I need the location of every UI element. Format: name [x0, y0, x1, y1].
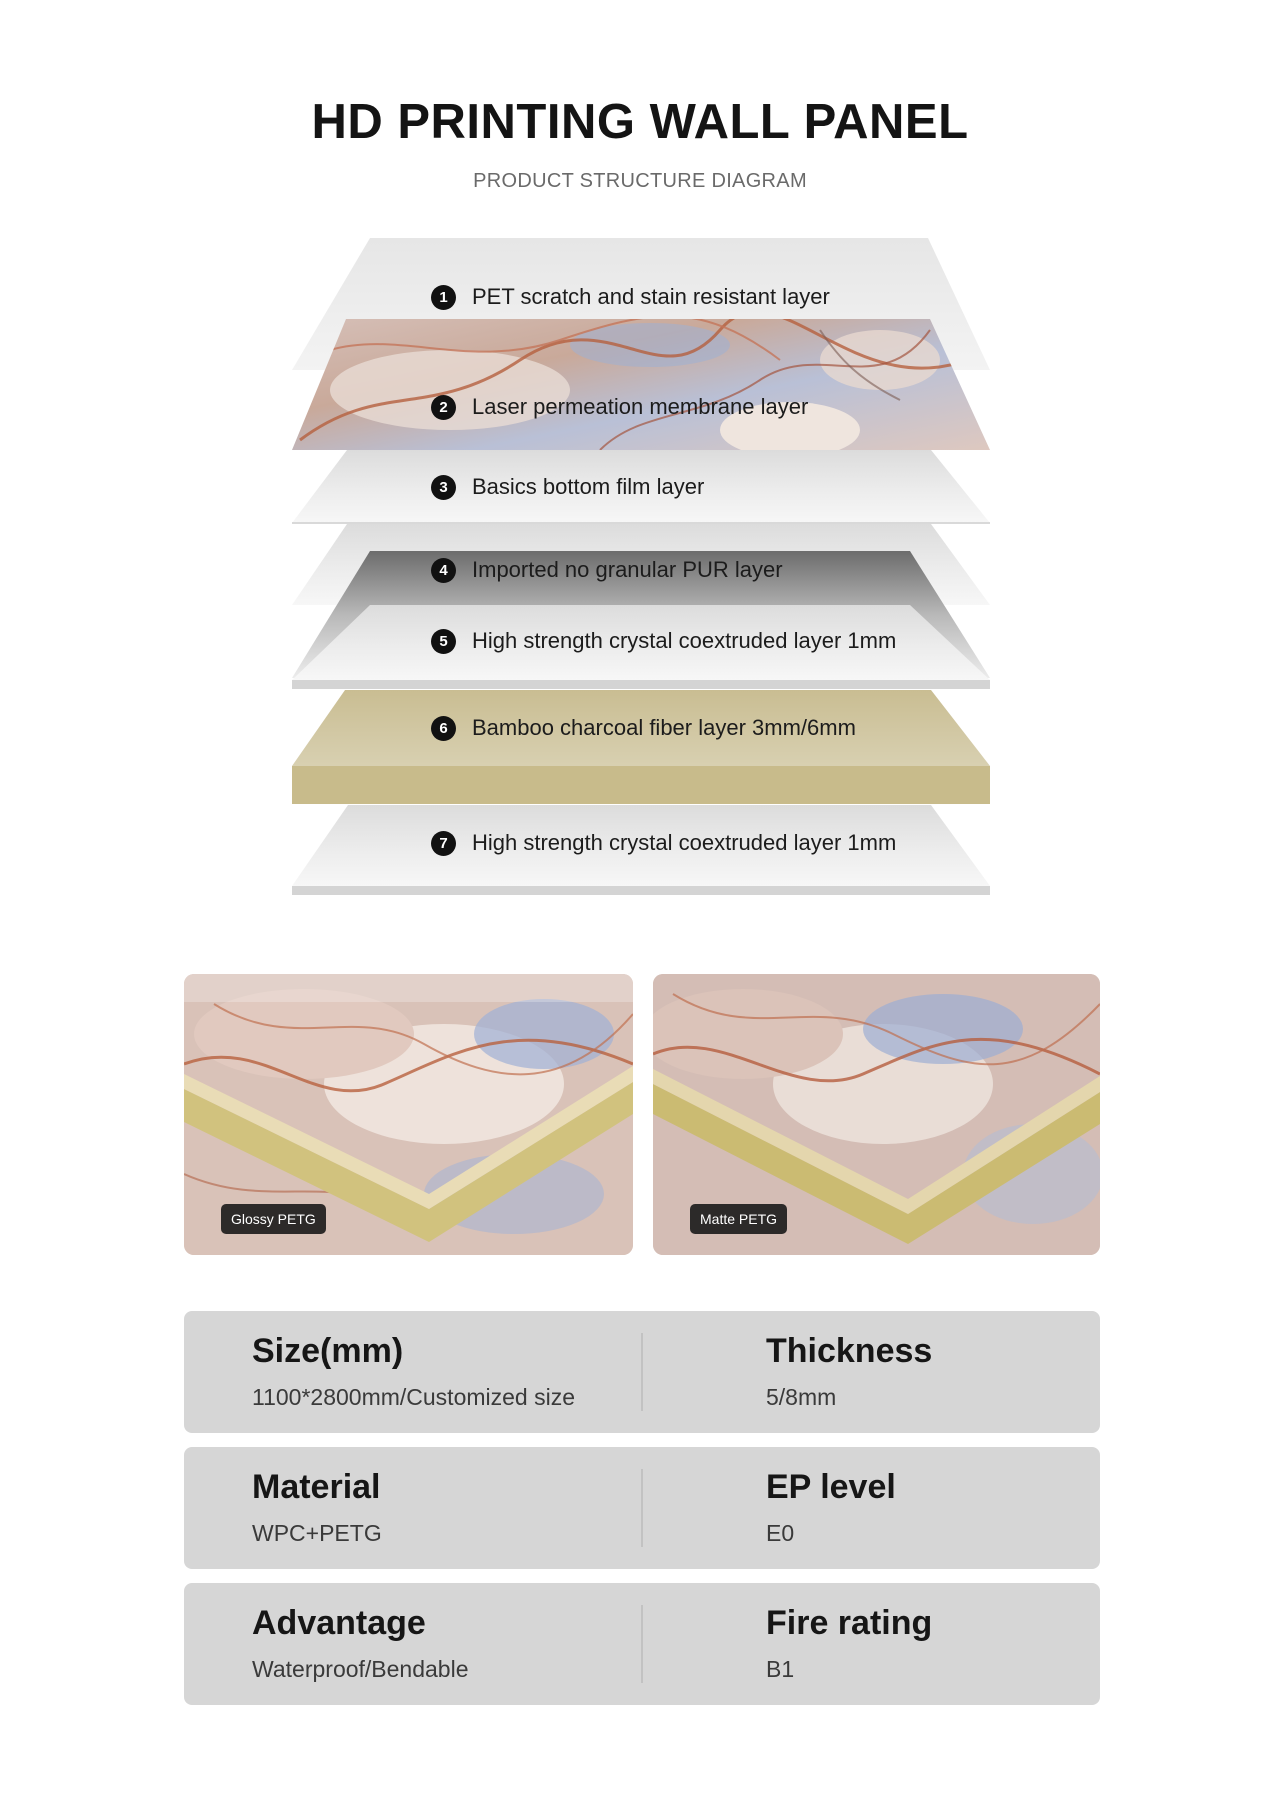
layer-label-2 [431, 392, 808, 422]
page-title: HD PRINTING WALL PANEL [311, 95, 969, 149]
spec-card-advantage-fire [184, 1583, 1100, 1705]
spec-name: Advantage [252, 1604, 426, 1642]
layer-text: High strength crystal coextruded layer 1mm [472, 628, 897, 653]
spec-thickness [766, 1331, 932, 1411]
number-badge: 2 [431, 395, 456, 420]
layer-label-5 [431, 626, 896, 656]
layer-text: PET scratch and stain resistant layer [472, 284, 830, 309]
glossy-sample-image [184, 974, 633, 1255]
layer-text: Laser permeation membrane layer [472, 394, 809, 419]
spec-value: Waterproof/Bendable [252, 1656, 469, 1682]
spec-value: WPC+PETG [252, 1520, 382, 1546]
spec-advantage [252, 1603, 469, 1683]
layer-text: Basics bottom film layer [472, 474, 705, 499]
number-badge: 7 [431, 831, 456, 856]
layer-label-3 [431, 472, 704, 502]
number-badge: 1 [431, 285, 456, 310]
spec-card-size-thickness [184, 1311, 1100, 1433]
number-badge: 5 [431, 629, 456, 654]
layer-2-shape [280, 310, 1000, 460]
number-badge: 6 [431, 716, 456, 741]
spec-card-material-ep [184, 1447, 1100, 1569]
spec-divider [641, 1469, 643, 1547]
sample-label: Matte PETG [690, 1204, 787, 1234]
spec-name: Fire rating [766, 1604, 933, 1642]
spec-value: E0 [766, 1520, 795, 1546]
layer-text: Imported no granular PUR layer [472, 557, 783, 582]
layer-label-6 [431, 713, 856, 743]
layer-text: Bamboo charcoal fiber layer 3mm/6mm [472, 715, 856, 740]
layer-label-4 [431, 555, 783, 585]
number-badge: 3 [431, 475, 456, 500]
spec-fire-rating [766, 1603, 932, 1683]
sample-label: Glossy PETG [221, 1204, 326, 1234]
matte-sample-image [653, 974, 1100, 1255]
spec-divider [641, 1605, 643, 1683]
spec-name: Thickness [766, 1332, 933, 1370]
spec-name: EP level [766, 1468, 896, 1506]
number-badge: 4 [431, 558, 456, 583]
spec-size [252, 1331, 575, 1411]
spec-name: Size(mm) [252, 1332, 404, 1370]
spec-value: 5/8mm [766, 1384, 837, 1410]
page-subtitle: PRODUCT STRUCTURE DIAGRAM [473, 170, 807, 192]
layer-text: High strength crystal coextruded layer 1mm [472, 830, 897, 855]
spec-value: B1 [766, 1656, 795, 1682]
layer-label-7 [431, 828, 896, 858]
spec-material [252, 1467, 382, 1547]
spec-name: Material [252, 1468, 381, 1506]
layer-label-1 [431, 282, 830, 312]
spec-divider [641, 1333, 643, 1411]
spec-ep-level [766, 1467, 896, 1547]
spec-value: 1100*2800mm/Customized size [252, 1384, 576, 1410]
